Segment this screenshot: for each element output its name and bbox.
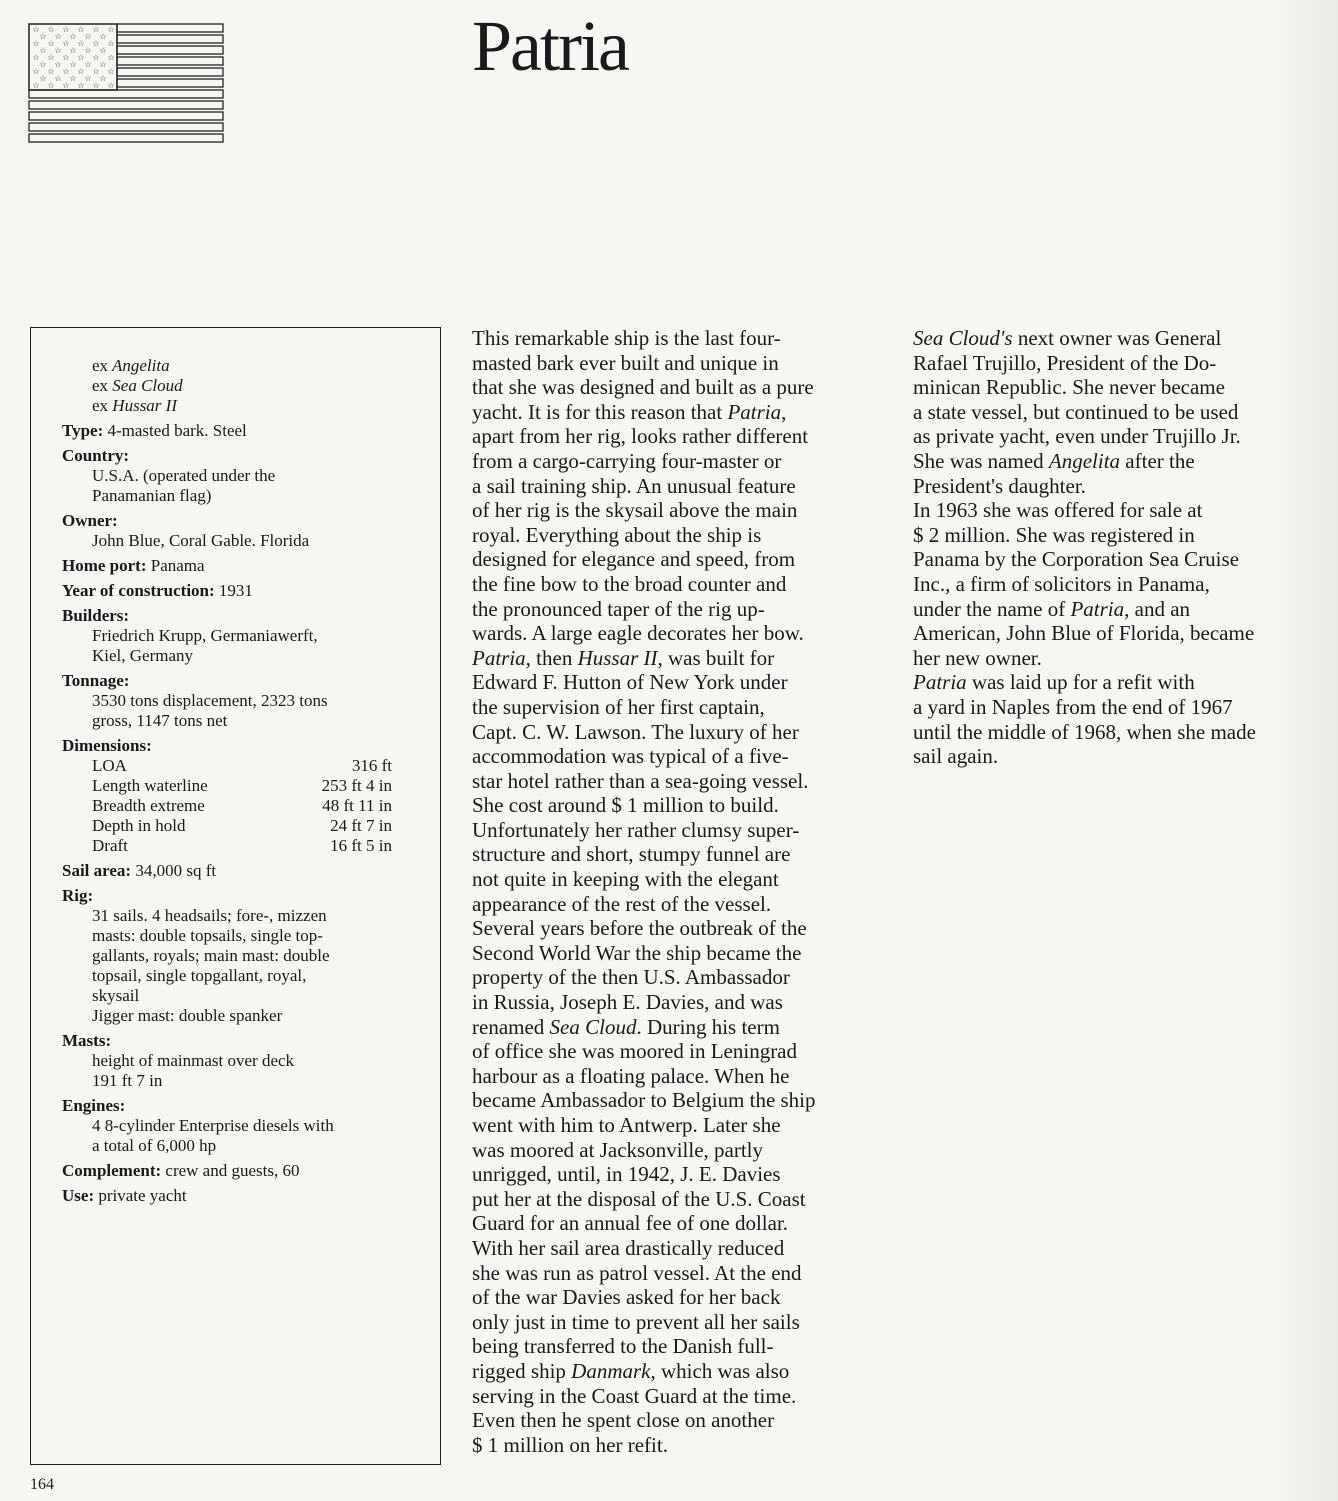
flag-star: ☆ <box>84 74 92 83</box>
body-line: of the war Davies asked for her back <box>472 1285 781 1310</box>
flag-stripe <box>29 112 223 120</box>
flag-star: ☆ <box>69 46 77 55</box>
flag-star: ☆ <box>77 25 85 34</box>
spec-masts: Masts: height of mainmast over deck 191 ft 7 in <box>62 1031 295 1090</box>
flag-star: ☆ <box>92 53 100 62</box>
flag-star: ☆ <box>54 60 62 69</box>
body-line: accommodation was typical of a five- <box>472 744 789 769</box>
ship-specifications <box>62 356 432 1206</box>
body-line: Patria, then Hussar II, was built for <box>472 645 775 670</box>
body-line: minican Republic. She never became <box>913 375 1225 400</box>
body-line: Edward F. Hutton of New York under <box>472 670 788 695</box>
body-line: the fine bow to the broad counter and <box>472 571 787 596</box>
body-line: structure and short, stumpy funnel are <box>472 842 791 867</box>
body-line: of her rig is the skysail above the main <box>472 498 798 523</box>
body-line: rigged ship Danmark, which was also <box>472 1358 790 1383</box>
body-line: under the name of Patria, and an <box>913 596 1191 621</box>
dimension-row: Length waterline 253 ft 4 in <box>92 776 392 795</box>
flag-star: ☆ <box>32 81 40 90</box>
flag-star: ☆ <box>47 53 55 62</box>
spec-tonnage: Tonnage: 3530 tons displacement, 2323 tons gross, 1147 tons net <box>62 671 328 730</box>
body-line: became Ambassador to Belgium the ship <box>472 1088 816 1113</box>
body-line: President's daughter. <box>913 473 1086 498</box>
flag-star: ☆ <box>39 74 47 83</box>
dimension-row: Breadth extreme 48 ft 11 in <box>92 796 392 815</box>
flag-star: ☆ <box>92 39 100 48</box>
body-line: the pronounced taper of the rig up- <box>472 596 765 621</box>
spec-type: Type: 4-masted bark. Steel <box>62 421 247 440</box>
flag-star: ☆ <box>92 81 100 90</box>
body-column-1 <box>472 326 892 1457</box>
body-line: Sea Cloud's next owner was General <box>913 326 1222 350</box>
flag-stripe <box>117 68 223 76</box>
flag-stripe <box>29 90 223 98</box>
body-line: Rafael Trujillo, President of the Do- <box>913 350 1217 375</box>
body-line: Second World War the ship became the <box>472 940 802 965</box>
spec-complement: Complement: crew and guests, 60 <box>62 1161 300 1180</box>
flag-star: ☆ <box>107 67 115 76</box>
body-line: With her sail area drastically reduced <box>472 1235 785 1260</box>
flag-star: ☆ <box>62 81 70 90</box>
flag-star: ☆ <box>92 25 100 34</box>
body-line: She cost around $ 1 million to build. <box>472 793 779 818</box>
flag-star: ☆ <box>99 74 107 83</box>
body-line: Unfortunately her rather clumsy super- <box>472 817 800 842</box>
flag-star: ☆ <box>99 46 107 55</box>
body-line: designed for elegance and speed, from <box>472 547 796 572</box>
body-line: American, John Blue of Florida, became <box>913 621 1255 646</box>
flag-star: ☆ <box>84 32 92 41</box>
flag-stripe <box>29 123 223 131</box>
body-line: Patria was laid up for a refit with <box>913 670 1195 695</box>
former-name: ex Hussar II <box>92 396 177 415</box>
body-line: Several years before the outbreak of the <box>472 916 807 941</box>
body-line: Capt. C. W. Lawson. The luxury of her <box>472 719 799 744</box>
flag-star: ☆ <box>39 32 47 41</box>
body-line: She was named Angelita after the <box>913 448 1195 473</box>
spec-sail-area: Sail area: 34,000 sq ft <box>62 861 217 880</box>
body-line: until the middle of 1968, when she made <box>913 719 1256 744</box>
body-line: wards. A large eagle decorates her bow. <box>472 621 804 646</box>
flag-stripes <box>29 24 223 142</box>
flag-star: ☆ <box>77 53 85 62</box>
body-line: serving in the Coast Guard at the time. <box>472 1383 797 1408</box>
flag-star: ☆ <box>62 25 70 34</box>
spec-country: Country: U.S.A. (operated under the Panamanian flag) <box>62 446 276 505</box>
body-line: went with him to Antwerp. Later she <box>472 1113 781 1137</box>
flag-stars <box>32 25 114 90</box>
flag-star: ☆ <box>107 81 115 90</box>
spec-owner: Owner: John Blue, Coral Gable. Florida <box>62 511 310 550</box>
body-line: being transferred to the Danish full- <box>472 1334 774 1359</box>
flag-stripe <box>29 134 223 142</box>
flag-star: ☆ <box>92 67 100 76</box>
body-line: only just in time to prevent all her sails <box>472 1309 800 1334</box>
body-line: $ 1 million on her refit. <box>472 1432 668 1457</box>
flag-star: ☆ <box>84 60 92 69</box>
flag-stripe <box>117 24 223 32</box>
body-line: unrigged, until, in 1942, J. E. Davies <box>472 1162 781 1187</box>
flag-star: ☆ <box>54 74 62 83</box>
flag-star: ☆ <box>54 46 62 55</box>
body-line: the supervision of her first captain, <box>472 694 765 719</box>
spec-home-port: Home port: Panama <box>62 556 205 575</box>
flag-star: ☆ <box>32 67 40 76</box>
former-name: ex Angelita <box>92 356 170 375</box>
flag-star: ☆ <box>62 39 70 48</box>
page-number: 164 <box>30 1476 54 1493</box>
spec-builders: Builders: Friedrich Krupp, Germaniawerft, Kiel, Germany <box>62 606 318 665</box>
body-line: Panama by the Corporation Sea Cruise <box>913 547 1240 572</box>
body-line: $ 2 million. She was registered in <box>913 522 1195 547</box>
flag-star: ☆ <box>39 46 47 55</box>
flag-star: ☆ <box>32 25 40 34</box>
flag-star: ☆ <box>54 32 62 41</box>
body-line: renamed Sea Cloud. During his term <box>472 1014 780 1039</box>
body-column-2 <box>913 326 1323 769</box>
body-line: a yard in Naples from the end of 1967 <box>913 694 1233 719</box>
body-line: that she was designed and built as a pure <box>472 375 814 400</box>
body-line: her new owner. <box>913 645 1042 670</box>
dimension-row: Draft 16 ft 5 in <box>92 836 392 855</box>
flag-stripe <box>117 46 223 54</box>
body-line: star hotel rather than a sea-going vessel. <box>472 768 809 793</box>
body-line: a state vessel, but continued to be used <box>913 399 1239 424</box>
flag-stripe <box>29 101 223 109</box>
dimension-row: LOA 316 ft <box>92 756 392 775</box>
spec-use: Use: private yacht <box>62 1186 187 1205</box>
body-line: appearance of the rest of the vessel. <box>472 891 772 916</box>
flag-star: ☆ <box>84 46 92 55</box>
flag-star: ☆ <box>32 39 40 48</box>
flag-star: ☆ <box>99 60 107 69</box>
flag-star: ☆ <box>77 39 85 48</box>
spec-year: Year of construction: 1931 <box>62 581 253 600</box>
body-line: from a cargo-carrying four-master or <box>472 448 782 473</box>
flag-stripe <box>117 79 223 87</box>
flag-star: ☆ <box>47 25 55 34</box>
spec-rig: Rig: 31 sails. 4 headsails; fore-, mizzen masts: double topsails, single top- gallants, royals; main mast: double topsail, single topgallant, royal, skysail Jigger mast: double spanker <box>62 886 330 1025</box>
flag-star: ☆ <box>107 39 115 48</box>
former-name: ex Sea Cloud <box>92 376 183 395</box>
flag-star: ☆ <box>47 67 55 76</box>
body-line: of office she was moored in Leningrad <box>472 1039 798 1064</box>
body-line: not quite in keeping with the elegant <box>472 867 779 892</box>
body-line: property of the then U.S. Ambassador <box>472 965 790 990</box>
flag-star: ☆ <box>77 67 85 76</box>
body-line: put her at the disposal of the U.S. Coast <box>472 1186 806 1211</box>
body-line: In 1963 she was offered for sale at <box>913 498 1203 523</box>
flag-stripe <box>117 35 223 43</box>
body-line: Inc., a firm of solicitors in Panama, <box>913 571 1210 596</box>
flag-star: ☆ <box>47 39 55 48</box>
body-line: apart from her rig, looks rather different <box>472 424 809 449</box>
flag-star: ☆ <box>69 32 77 41</box>
body-line: was moored at Jacksonville, partly <box>472 1137 764 1162</box>
spec-dimensions: Dimensions: LOA 316 ft Length waterline 253 ft 4 in Breadth extreme 48 ft 11 in Depth in hold 24 ft 7 in Draft 16 ft 5 in <box>62 736 432 856</box>
flag-star: ☆ <box>99 32 107 41</box>
body-line: This remarkable ship is the last four- <box>472 326 781 350</box>
body-line: in Russia, Joseph E. Davies, and was <box>472 990 783 1015</box>
spec-engines: Engines: 4 8-cylinder Enterprise diesels with a total of 6,000 hp <box>62 1096 334 1155</box>
body-line: harbour as a floating palace. When he <box>472 1063 790 1088</box>
body-line: a sail training ship. An unusual feature <box>472 473 796 498</box>
flag-star: ☆ <box>62 53 70 62</box>
flag-stripe <box>117 57 223 65</box>
flag-star: ☆ <box>32 53 40 62</box>
flag-star: ☆ <box>77 81 85 90</box>
flag-star: ☆ <box>62 67 70 76</box>
body-line: as private yacht, even under Trujillo Jr. <box>913 424 1241 449</box>
flag-star: ☆ <box>47 81 55 90</box>
flag-star: ☆ <box>69 74 77 83</box>
page-title: Patria <box>472 6 628 86</box>
flag-star: ☆ <box>39 60 47 69</box>
flag-star: ☆ <box>107 25 115 34</box>
body-line: royal. Everything about the ship is <box>472 522 762 547</box>
flag-star: ☆ <box>107 53 115 62</box>
us-flag-icon <box>28 23 226 147</box>
body-line: yacht. It is for this reason that Patria, <box>472 399 787 424</box>
body-line: Guard for an annual fee of one dollar. <box>472 1211 789 1236</box>
flag-star: ☆ <box>69 60 77 69</box>
dimension-row: Depth in hold 24 ft 7 in <box>92 816 392 835</box>
body-line: she was run as patrol vessel. At the end <box>472 1260 802 1285</box>
body-line: Even then he spent close on another <box>472 1408 775 1433</box>
body-line: sail again. <box>913 744 999 769</box>
body-line: masted bark ever built and unique in <box>472 350 779 375</box>
